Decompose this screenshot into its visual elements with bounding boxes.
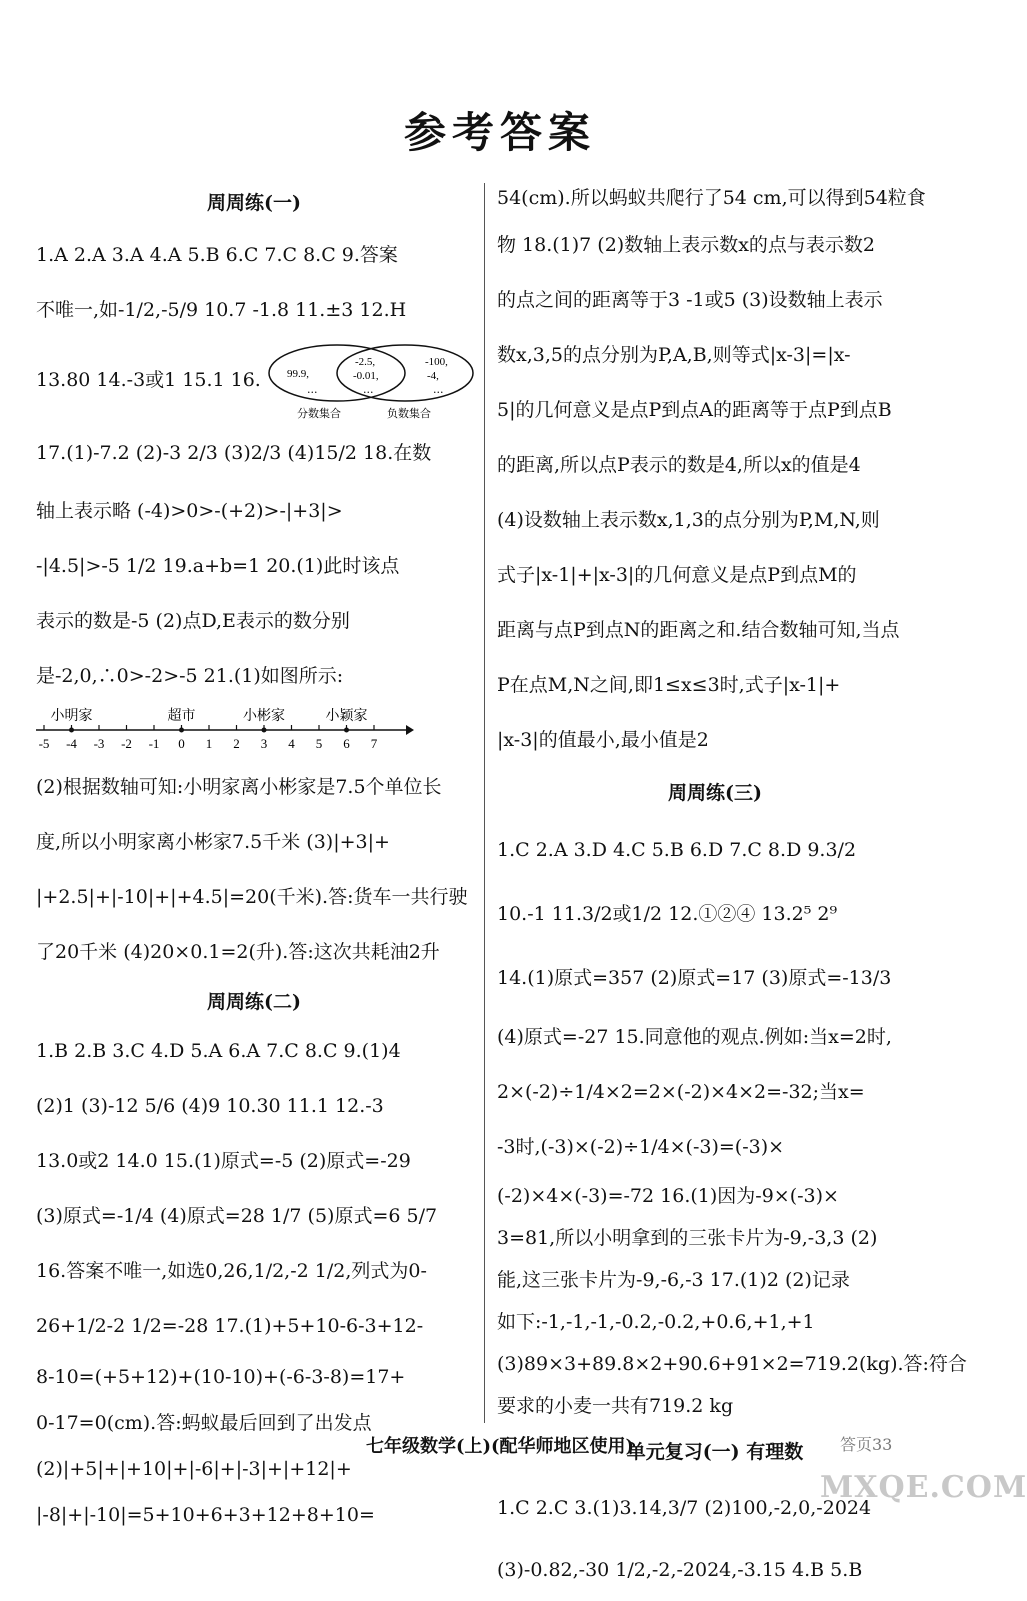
answer-line: 是-2,0,∴0>-2>-5 21.(1)如图所示: <box>36 665 344 687</box>
answer-line: 能,这三张卡片为-9,-6,-3 17.(1)2 (2)记录 <box>497 1269 850 1291</box>
number-line-tick-label: 1 <box>205 736 213 751</box>
answer-line: 了20千米 (4)20×0.1=2(升).答:这次共耗油2升 <box>36 941 440 963</box>
section-heading: 周周练(一) <box>207 192 301 214</box>
number-line-tick-label: 5 <box>315 736 323 751</box>
column-divider <box>484 183 485 1423</box>
number-line-tick-label: 2 <box>233 736 240 751</box>
venn-label-fraction: 分数集合 <box>296 407 341 420</box>
number-line-point-label: 小彬家 <box>243 708 285 724</box>
venn-label-negative: 负数集合 <box>386 407 431 420</box>
venn-mid-value: -2.5, <box>354 356 376 368</box>
answer-line: 度,所以小明家离小彬家7.5千米 (3)|+3|+ <box>36 831 390 853</box>
number-line-tick-label: 0 <box>178 736 185 751</box>
answer-line: -|4.5|>-5 1/2 19.a+b=1 20.(1)此时该点 <box>36 555 400 577</box>
number-line-tick-label: -1 <box>148 736 160 751</box>
number-line-tick-label: -5 <box>38 736 50 751</box>
footer-text: 七年级数学(上)(配华师地区使用) <box>365 1436 635 1457</box>
answer-line: 14.(1)原式=357 (2)原式=17 (3)原式=-13/3 <box>497 967 892 989</box>
answer-line: 0-17=0(cm).答:蚂蚁最后回到了出发点 <box>36 1412 372 1434</box>
answer-line: (2)1 (3)-12 5/6 (4)9 10.30 11.1 12.-3 <box>36 1095 384 1117</box>
answer-line: 1.B 2.B 3.C 4.D 5.A 6.A 7.C 8.C 9.(1)4 <box>36 1040 401 1062</box>
answer-line: 要求的小麦一共有719.2 kg <box>497 1395 734 1417</box>
page-title: 参考答案 <box>403 108 596 157</box>
number-line-tick-label: 7 <box>370 736 378 751</box>
number-line-arrow <box>406 725 414 735</box>
answer-line: (3)-0.82,-30 1/2,-2,-2024,-3.15 4.B 5.B <box>497 1559 863 1581</box>
number-line-point-label: 小明家 <box>50 708 93 724</box>
number-line-point-label: 小颖家 <box>325 708 368 724</box>
number-line-point <box>179 728 184 733</box>
venn-mid-value: -0.01, <box>352 370 379 382</box>
venn-right-value: -100, <box>424 356 448 368</box>
answer-line: 物 18.(1)7 (2)数轴上表示数x的点与表示数2 <box>497 234 876 256</box>
venn-dots: ... <box>432 383 444 396</box>
answer-line: (3)89×3+89.8×2+90.6+91×2=719.2(kg).答:符合 <box>497 1353 967 1375</box>
answer-line: 式子|x-1|+|x-3|的几何意义是点P到点M的 <box>497 564 857 586</box>
number-line-tick-label: -4 <box>66 736 77 751</box>
section-heading: 单元复习(一) 有理数 <box>626 1441 804 1463</box>
answer-line: (3)原式=-1/4 (4)原式=28 1/7 (5)原式=6 5/7 <box>36 1205 438 1227</box>
answer-line: 3=81,所以小明拿到的三张卡片为-9,-3,3 (2) <box>497 1227 878 1249</box>
answer-line: 10.-1 11.3/2或1/2 12.①②④ 13.2⁵ 2⁹ <box>497 903 838 925</box>
answer-line: 如下:-1,-1,-1,-0.2,-0.2,+0.6,+1,+1 <box>497 1311 815 1333</box>
number-line-tick-label: 6 <box>343 736 350 751</box>
page-number: 答页33 <box>840 1435 893 1454</box>
answer-line: (4)原式=-27 15.同意他的观点.例如:当x=2时, <box>497 1026 892 1048</box>
answer-line: 54(cm).所以蚂蚁共爬行了54 cm,可以得到54粒食 <box>497 187 926 209</box>
section-heading: 周周练(三) <box>668 782 762 804</box>
answer-line: (4)设数轴上表示数x,1,3的点分别为P,M,N,则 <box>497 509 880 531</box>
answer-line: |+2.5|+|-10|+|+4.5|=20(千米).答:货车一共行驶 <box>36 886 468 908</box>
answer-line: 表示的数是-5 (2)点D,E表示的数分别 <box>36 610 350 632</box>
venn-dots: ... <box>362 383 374 396</box>
number-line-point-label: 超市 <box>167 708 196 724</box>
number-line-point <box>344 728 349 733</box>
number-line-tick-label: 4 <box>288 736 295 751</box>
answer-line: |-8|+|-10|=5+10+6+3+12+8+10= <box>36 1504 375 1526</box>
answer-line: 轴上表示略 (-4)>0>-(+2)>-|+3|> <box>36 500 343 522</box>
number-line <box>36 704 472 760</box>
answer-line: 17.(1)-7.2 (2)-3 2/3 (3)2/3 (4)15/2 18.在数 <box>36 442 432 464</box>
answer-line: 的距离,所以点P表示的数是4,所以x的值是4 <box>497 454 861 476</box>
right-column <box>497 178 967 1601</box>
left-column <box>36 178 472 1538</box>
answer-line <box>36 338 472 422</box>
number-line-tick-label: -3 <box>93 736 105 751</box>
answer-line: 距离与点P到点N的距离之和.结合数轴可知,当点 <box>497 619 900 641</box>
answer-line: -3时,(-3)×(-2)÷1/4×(-3)=(-3)× <box>497 1136 785 1158</box>
number-line-point <box>69 728 74 733</box>
answer-line: 2×(-2)÷1/4×2=2×(-2)×4×2=-32;当x= <box>497 1081 865 1103</box>
number-line-tick-label: 3 <box>260 736 268 751</box>
venn-dots: ... <box>306 383 318 396</box>
venn-diagram <box>267 341 477 421</box>
number-line-tick-label: -2 <box>121 736 132 751</box>
section-heading: 周周练(二) <box>207 991 301 1013</box>
answer-line: 数x,3,5的点分别为P,A,B,则等式|x-3|=|x- <box>497 344 851 366</box>
answer-line: 8-10=(+5+12)+(10-10)+(-6-3-8)=17+ <box>36 1366 406 1388</box>
answer-line: 16.答案不唯一,如选0,26,1/2,-2 1/2,列式为0- <box>36 1260 427 1282</box>
answer-line: 1.A 2.A 3.A 4.A 5.B 6.C 7.C 8.C 9.答案 <box>36 244 398 266</box>
answer-line: 1.C 2.A 3.D 4.C 5.B 6.D 7.C 8.D 9.3/2 <box>497 839 857 861</box>
answer-line: (2)根据数轴可知:小明家离小彬家是7.5个单位长 <box>36 776 442 798</box>
answer-text: 13.80 14.-3或1 15.1 16. <box>36 369 261 391</box>
watermark: MXQE.COM <box>820 1470 1027 1505</box>
answer-line: 26+1/2-2 1/2=-28 17.(1)+5+10-6-3+12- <box>36 1315 424 1337</box>
number-line-point <box>262 728 267 733</box>
answer-line: (2)|+5|+|+10|+|-6|+|-3|+|+12|+ <box>36 1458 352 1480</box>
venn-right-value: -4, <box>426 370 439 382</box>
answer-line: 1.C 2.C 3.(1)3.14,3/7 (2)100,-2,0,-2024 <box>497 1497 872 1519</box>
answer-line: 的点之间的距离等于3 -1或5 (3)设数轴上表示 <box>497 289 883 311</box>
venn-left-value: 99.9, <box>286 368 309 380</box>
answer-line: P在点M,N之间,即1≤x≤3时,式子|x-1|+ <box>497 674 841 696</box>
answer-line: 13.0或2 14.0 15.(1)原式=-5 (2)原式=-29 <box>36 1150 411 1172</box>
answer-line: |x-3|的值最小,最小值是2 <box>497 729 709 751</box>
answer-line: 不唯一,如-1/2,-5/9 10.7 -1.8 11.±3 12.H <box>36 299 407 321</box>
answer-line: (-2)×4×(-3)=-72 16.(1)因为-9×(-3)× <box>497 1185 839 1207</box>
answer-line: 5|的几何意义是点P到点A的距离等于点P到点B <box>497 399 892 421</box>
